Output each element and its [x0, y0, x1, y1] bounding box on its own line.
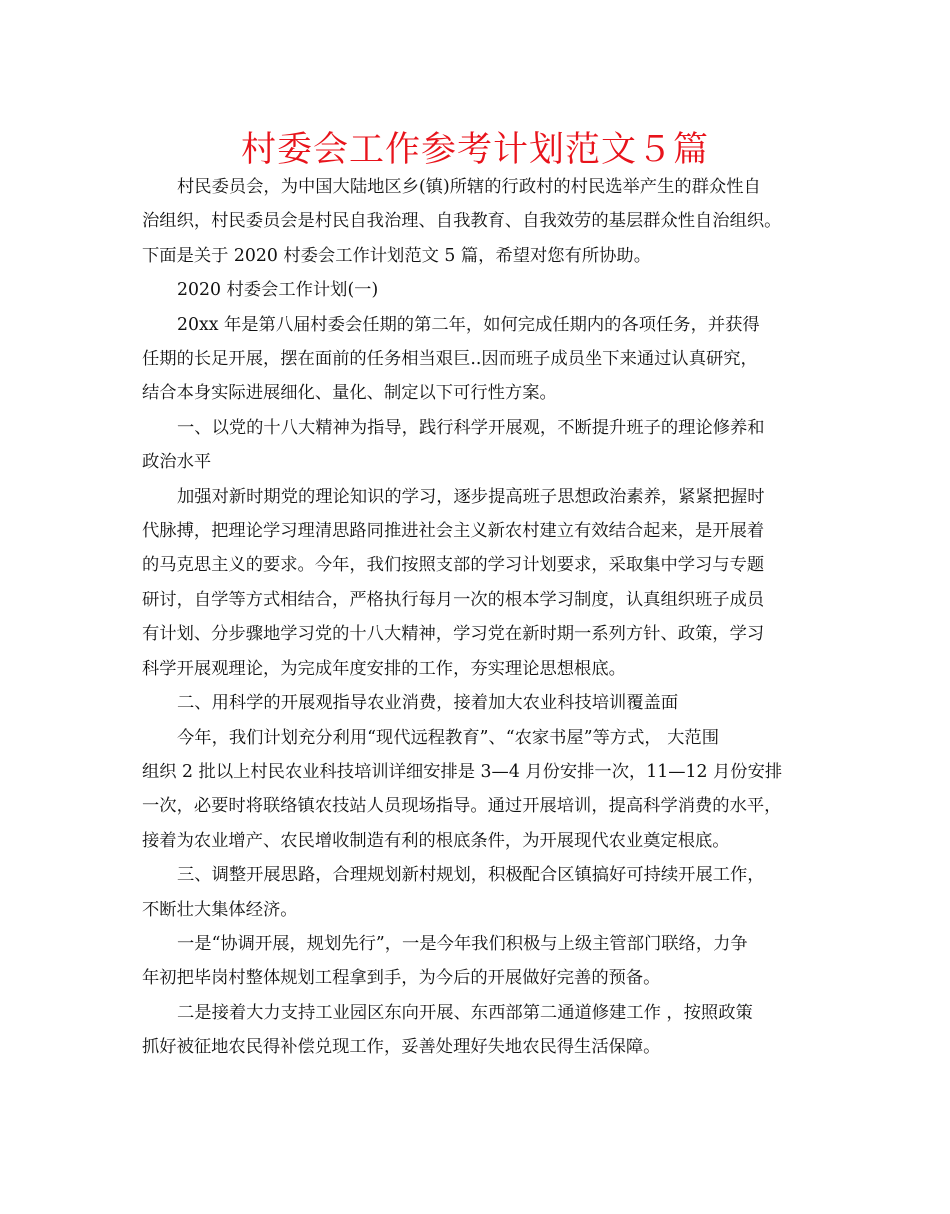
paragraph-line: 二、用科学的开展观指导农业消费，接着加大农业科技培训覆盖面	[177, 693, 679, 714]
paragraph	[142, 411, 812, 480]
paragraph-line: 一次，必要时将联络镇农技站人员现场指导。通过开展培训，提高科学消费的水平，	[142, 796, 782, 817]
paragraph-line: 三、调整开展思路，合理规划新村规划，积极配合区镇搞好可持续开展工作，	[177, 865, 765, 886]
paragraph	[142, 721, 812, 859]
paragraph-line: 有计划、分步骤地学习党的十八大精神，学习党在新时期一系列方针、政策，学习	[142, 624, 765, 645]
document-title: 村委会工作参考计划范文５篇	[240, 130, 709, 170]
paragraph-line: 下面是关于 2020 村委会工作计划范文 5 篇，希望对您有所协助。	[142, 245, 651, 266]
paragraph-line: 结合本身实际进展细化、量化、制定以下可行性方案。	[142, 383, 557, 404]
paragraph-line: 组织 2 批以上村民农业科技培训详细安排是 3—4 月份安排一次，11—12 月份安排	[142, 761, 783, 782]
document-body	[142, 170, 812, 1065]
paragraph-line: 年初把毕岗村整体规划工程拿到手，为今后的开展做好完善的预备。	[142, 968, 661, 989]
paragraph-line: 的马克思主义的要求。今年，我们按照支部的学习计划要求，采取集中学习与专题	[142, 555, 765, 576]
paragraph-line: 一是“协调开展，规划先行”，一是今年我们积极与上级主管部门联络，力争	[177, 933, 748, 954]
paragraph-line: 政治水平	[142, 452, 212, 473]
paragraph-line: 任期的长足开展，摆在面前的任务相当艰巨..因而班子成员坐下来通过认真研究，	[142, 349, 758, 370]
paragraph-line: 代脉搏，把理论学习理清思路同推进社会主义新农村建立有效结合起来，是开展着	[142, 521, 765, 542]
paragraph-line: 科学开展观理论，为完成年度安排的工作，夯实理论思想根底。	[142, 658, 626, 679]
paragraph-line: 20xx 年是第八届村委会任期的第二年，如何完成任期内的各项任务，并获得	[177, 314, 760, 335]
paragraph	[142, 858, 812, 927]
paragraph-line: 抓好被征地农民得补偿兑现工作，妥善处理好失地农民得生活保障。	[142, 1037, 661, 1058]
paragraph-line: 二是接着大力支持工业园区东向开展、东西部第二通道修建工作 ，按照政策	[177, 1002, 753, 1023]
paragraph-line: 加强对新时期党的理论知识的学习，逐步提高班子思想政治素养，紧紧把握时	[177, 486, 765, 507]
paragraph-line: 接着为农业增产、农民增收制造有利的根底条件，为开展现代农业奠定根底。	[142, 830, 730, 851]
paragraph	[142, 480, 812, 686]
paragraph	[142, 996, 812, 1065]
paragraph	[142, 273, 812, 307]
paragraph-line: 一、以党的十八大精神为指导，践行科学开展观，不断提升班子的理论修养和	[177, 417, 765, 438]
paragraph-line: 2020 村委会工作计划(一)	[177, 280, 379, 301]
paragraph-line: 村民委员会，为中国大陆地区乡(镇)所辖的行政村的村民选举产生的群众性自	[177, 177, 761, 197]
paragraph	[142, 927, 812, 996]
paragraph	[142, 170, 812, 273]
paragraph	[142, 308, 812, 411]
paragraph-line: 治组织，村民委员会是村民自我治理、自我教育、自我效劳的基层群众性自治组织。	[142, 211, 782, 232]
paragraph-line: 不断壮大集体经济。	[142, 899, 298, 920]
paragraph-line: 研讨，自学等方式相结合，严格执行每月一次的根本学习制度，认真组织班子成员	[142, 589, 765, 610]
paragraph-line: 今年，我们计划充分利用“现代远程教育”、“农家书屋”等方式， 大范围	[177, 727, 719, 748]
paragraph	[142, 686, 812, 720]
